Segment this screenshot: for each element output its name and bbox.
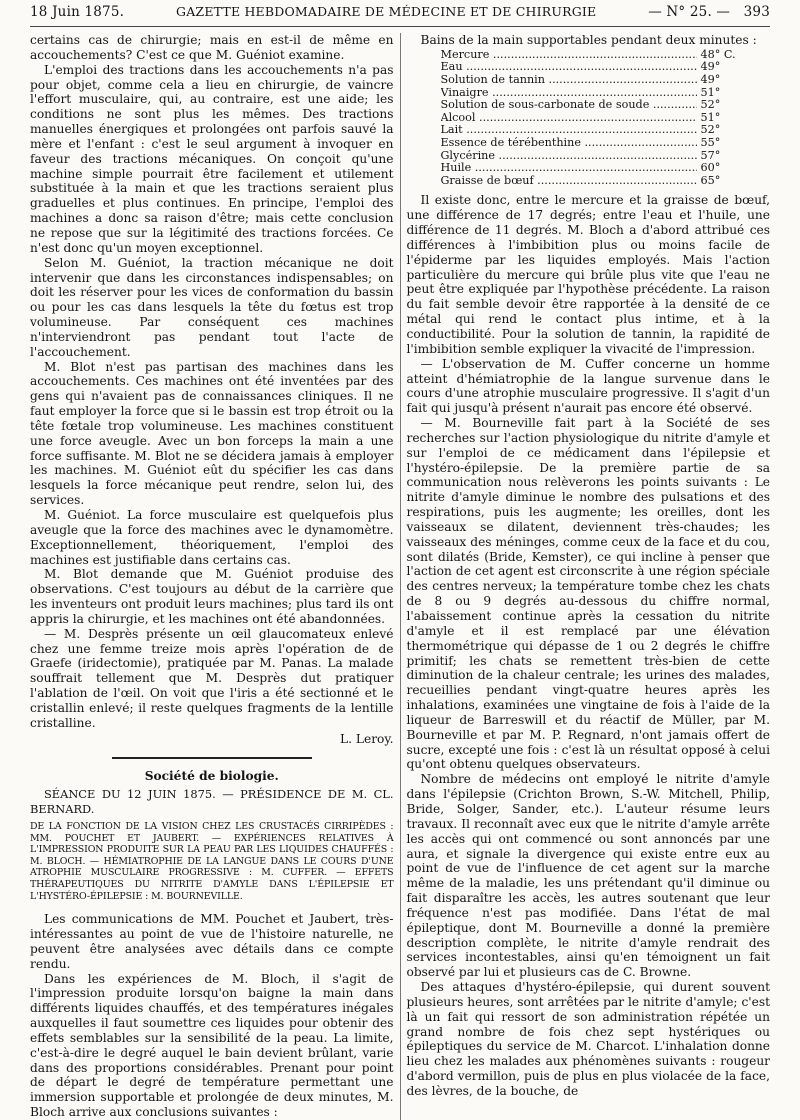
bath-liquid: Lait ..... <box>441 124 697 137</box>
bath-temperature: 55° <box>697 137 741 150</box>
bath-liquid: Essence de térébenthine ..... <box>441 137 697 150</box>
paragraph: L'emploi des tractions dans les accouchements n'a pas pour objet, comme cela a lieu en chirurgie, de vaincre l'effort musculaire, qui, au contraire, est une aide; les conditions ne sont plus les mêmes. Des tractions manuelles énergiques et prolongées ont parfois sauvé la mère et l'enfant : c'est le seul argument à invoquer en faveur des tractions mécaniques. On conçoit qu'une machine simple pourrait être facilement et utilement substituée à la main et que les tractions seraient plus graduelles et plus continues. En principe, l'emploi des machines a donc sa raison d'être; mais cette conclusion ne repose que sur la légitimité des tractions forcées. Ce n'est donc qu'un moyen exceptionnel. <box>30 62 394 255</box>
bath-row <box>441 124 741 137</box>
bath-temperature: 48° C. <box>697 49 741 62</box>
session-summary: DE LA FONCTION DE LA VISION CHEZ LES CRUSTACÉS CIRRIPÈDES : MM. POUCHET ET JAUBERT. — EXPÉRIENCES RELATIVES À L'IMPRESSION PRODUITE SUR LA PEAU PAR LES LIQUIDES CHAUFFÉS : M. BLOCH. — HÉMIATROPHIE DE LA LANGUE DANS LE COURS D'UNE ATROPHIE MUSCULAIRE PROGRESSIVE : M. CUFFER. — EFFETS THÉRAPEUTIQUES DU NITRITE D'AMYLE DANS L'ÉPILEPSIE ET L'HYSTÉRO-ÉPILEPSIE : M. BOURNEVILLE. <box>30 821 394 902</box>
bath-row <box>441 87 741 100</box>
paragraph: certains cas de chirurgie; mais en est-il de même en accouchements? C'est ce que M. Guéniot examine. <box>30 33 394 62</box>
paragraph: — M. Desprès présente un œil glaucomateux enlevé chez une femme treize mois après l'opération de de Graefe (iridectomie), pratiquée par M. Panas. La malade souffrait tellement que M. Desprès dut pratiquer l'ablation de l'œil. On voit que l'iris a été sectionné et le cristallin enlevé; il reste quelques fragments de la lentille cristalline. <box>30 626 394 730</box>
paragraph: — M. Bourneville fait part à la Société de ses recherches sur l'action physiologique du nitrite d'amyle et sur l'emploi de ce médicament dans l'épilepsie et l'hystéro-épilepsie. De la première partie de sa communication nous relèverons les points suivants : Le nitrite d'amyle diminue le nombre des pulsations et des respirations, puis les augmente; les oreilles, dont les vaisseaux se dilatent, deviennent très-chaudes; les vaisseaux des méninges, comme ceux de la face et du cou, sont dilatés (Bride, Kemster), ce qui incline à penser que l'action de cet agent est circonscrite à une région spéciale des centres nerveux; la température tombe chez les chats de 8 ou 9 degrés au-dessous du chiffre normal, l'abaissement continue après la cessation du nitrite d'amyle et il est remplacé par une élévation thermométrique qui dépasse de 1 ou 2 degrés le chiffre primitif; les chats se remettent très-bien de cette diminution de la chaleur centrale; les urines des malades, recueillies pendant vingt-quatre heures après les inhalations, examinées une vingtaine de fois à l'aide de la liqueur de Barreswill et du réactif de Müller, par M. Bourneville et par M. P. Regnard, n'ont jamais offert de sucre, excepté une fois : c'est là un résultat opposé à celui qu'ont obtenu quelques observateurs. <box>406 416 770 772</box>
column-rule <box>400 33 401 1120</box>
bath-liquid: Glycérine ..... <box>441 150 697 163</box>
bath-row <box>441 61 741 74</box>
bath-temperature: 51° <box>697 112 741 125</box>
bath-temperature: 52° <box>697 99 741 112</box>
header-date: 18 Juin 1875. <box>30 4 125 20</box>
columns <box>30 33 770 1120</box>
paragraph: — L'observation de M. Cuffer concerne un homme atteint d'hémiatrophie de la langue survenue dans le cours d'une atrophie musculaire progressive. Il s'agit d'un fait qui jusqu'à présent n'aurait pas encore été observé. <box>406 356 770 416</box>
author-signature: L. Leroy. <box>340 731 394 746</box>
paragraph: Il existe donc, entre le mercure et la graisse de bœuf, une différence de 17 degrés; entre l'eau et l'huile, une différence de 11 degrés. M. Bloch a d'abord attribué ces différences à l'imbibition plus ou moins facile de l'épiderme par les liquides employés. Mais l'action particulière du mercure qui brûle plus vite que l'eau ne peut être expliquée par l'hypothèse précédente. La raison du fait semble devoir être rapportée à la densité de ce métal qui rend le contact plus intime, et à la conductibilité. Pour la solution de tannin, la rapidité de l'imbibition semble expliquer la vivacité de l'impression. <box>406 193 770 356</box>
bath-row <box>441 162 741 175</box>
bath-temperature: 65° <box>697 175 741 188</box>
paragraph: Des attaques d'hystéro-épilepsie, qui durent souvent plusieurs heures, sont arrêtées par le nitrite d'amyle; c'est là un fait qui ressort de son administration répétée un grand nombre de fois chez sept hystériques ou épileptiques du service de M. Charcot. L'inhalation donne lieu chez les malades aux phénomènes suivants : rougeur d'abord vermillon, puis de plus en plus violacée de la face, des lèvres, de la bouche, de <box>406 980 770 1098</box>
bath-row <box>441 112 741 125</box>
bath-liquid: Solution de sous-carbonate de soude ..... <box>441 99 697 112</box>
bath-temperature-table <box>441 49 741 188</box>
page-number: 393 <box>743 4 770 20</box>
bath-temperature: 52° <box>697 124 741 137</box>
paragraph: M. Blot demande que M. Guéniot produise des observations. C'est toujours au début de la carrière que les inventeurs ont produit leurs machines; plus tard ils ont appris la chirurgie, et les machines ont été abandonnées. <box>30 567 394 626</box>
society-title: Société de biologie. <box>144 768 279 783</box>
bath-temperature: 60° <box>697 162 741 175</box>
bath-row <box>441 74 741 87</box>
right-column <box>407 33 771 1120</box>
bath-temperature: 57° <box>697 150 741 163</box>
bath-liquid: Vinaigre ..... <box>441 87 697 100</box>
bath-row <box>441 175 741 188</box>
bath-row <box>441 150 741 163</box>
bath-row <box>441 99 741 112</box>
page-header <box>30 4 770 27</box>
paragraph: M. Guéniot. La force musculaire est quelquefois plus aveugle que la force des machines avec le dynamomètre. Exceptionnellement, théoriquement, l'emploi des machines est justifiable dans certains cas. <box>30 508 394 567</box>
issue-label: — N° 25. — <box>648 4 731 20</box>
bath-liquid: Alcool ..... <box>441 112 697 125</box>
bath-temperature: 51° <box>697 87 741 100</box>
bath-row <box>441 137 741 150</box>
bath-liquid: Eau ..... <box>441 61 697 74</box>
bath-liquid: Graisse de bœuf ..... <box>441 175 697 188</box>
bath-liquid: Solution de tannin ..... <box>441 74 697 87</box>
left-column <box>30 33 394 1120</box>
paragraph: Nombre de médecins ont employé le nitrite d'amyle dans l'épilepsie (Crichton Brown, S.-W. Mitchell, Philip, Bride, Solger, Sander, etc.). L'auteur résume leurs travaux. Il reconnaît avec eux que le nitrite d'amyle arrête les accès qui ont commencé ou sont annoncés par une aura, et signale la divergence qui existe entre eux au point de vue de l'influence de cet agent sur la marche même de la maladie, les uns prétendant qu'il diminue ou fait disparaître les accès, les autres soutenant que leur fréquence n'est pas modifiée. Dans l'état de mal épileptique, dont M. Bourneville a donné la première description complète, le nitrite d'amyle rendrait des services incontestables, ainsi qu'en témoignent un fait observé par lui et plusieurs cas de C. Browne. <box>406 772 770 980</box>
bath-row <box>441 49 741 62</box>
bath-temperature: 49° <box>697 61 741 74</box>
paragraph: M. Blot n'est pas partisan des machines dans les accouchements. Ces machines ont été inventées par des gens qui n'avaient pas de connaissances cliniques. Il ne faut employer la force que si le bassin est trop étroit ou la tête fœtale trop volumineuse. Les machines constituent une force aveugle. Avec un bon forceps la main a une force suffisante. M. Blot ne se décidera jamais à employer les machines. M. Guéniot eût du spécifier les cas dans lesquels la force mécanique peut rendre, selon lui, des services. <box>30 359 394 508</box>
issue-number <box>648 4 770 20</box>
bath-temperature: 49° <box>697 74 741 87</box>
paragraph: Dans les expériences de M. Bloch, il s'agit de l'impression produite lorsqu'on baigne la main dans différents liquides chauffés, et des températures inégales auxquelles il faut soumettre ces liquides pour obtenir des effets semblables sur la sensibilité de la peau. La limite, c'est-à-dire le degré auquel le bain devient brûlant, varie dans des proportions considérables. Prenant pour point de départ le degré de température permettant une immersion supportable et prolongée de deux minutes, M. Bloch arrive aux conclusions suivantes : <box>30 971 394 1120</box>
paragraph: Les communications de MM. Pouchet et Jaubert, très-intéressantes au point de vue de l'histoire naturelle, ne peuvent être analysées avec détails dans ce compte rendu. <box>30 912 394 971</box>
bath-table-title: Bains de la main supportables pendant deux minutes : <box>420 33 757 47</box>
bath-liquid: Huile ..... <box>441 162 697 175</box>
section-divider <box>112 757 312 759</box>
session-heading: SÉANCE DU 12 JUIN 1875. — PRÉSIDENCE DE M. CL. BERNARD. <box>30 787 394 817</box>
journal-title: GAZETTE HEBDOMADAIRE DE MÉDECINE ET DE CHIRURGIE <box>176 4 597 19</box>
paragraph: Selon M. Guéniot, la traction mécanique ne doit intervenir que dans les circonstances indispensables; on doit les réserver pour les vices de conformation du bassin ou pour les cas dans lesquels la tête du fœtus est trop volumineuse. Par conséquent ces machines n'interviendront pas pendant tout l'acte de l'accouchement. <box>30 255 394 359</box>
bath-liquid: Mercure ..... <box>441 49 697 62</box>
